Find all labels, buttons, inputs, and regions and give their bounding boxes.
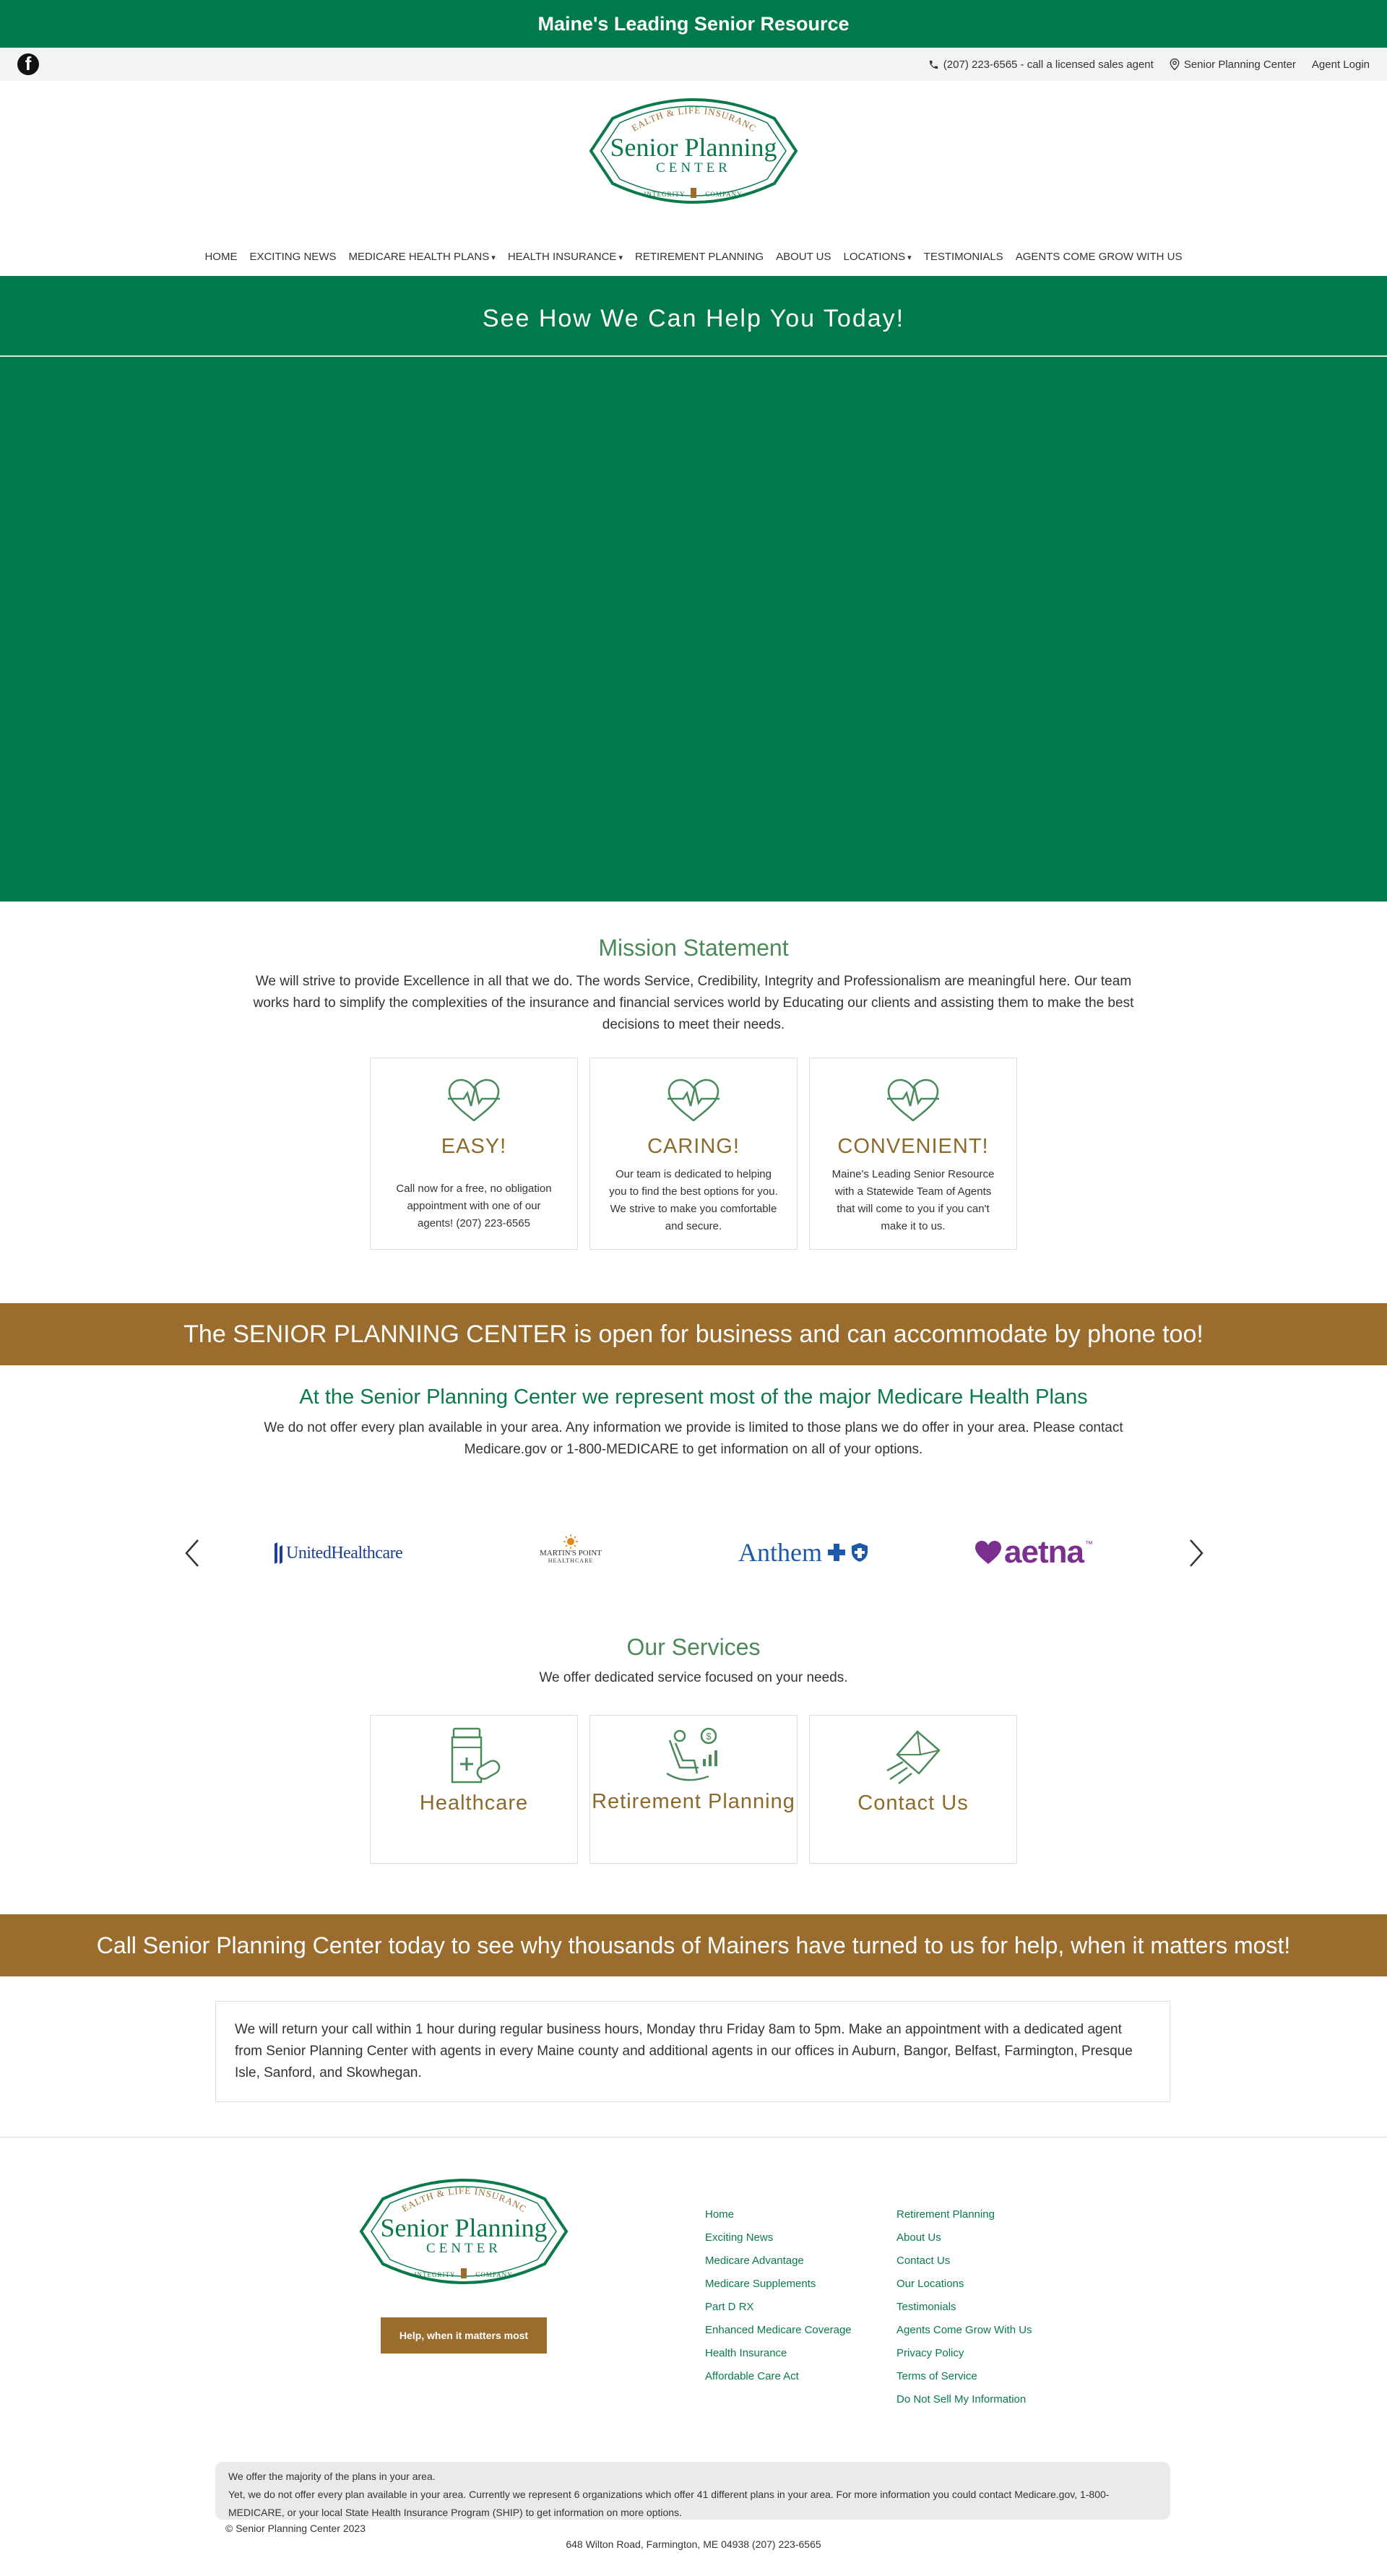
footer-logo[interactable] [354,2170,574,2293]
footer-link-enhanced-medicare[interactable]: Enhanced Medicare Coverage [705,2324,852,2336]
carousel-prev-icon[interactable] [181,1539,207,1568]
heart-pulse-icon [445,1077,503,1123]
carrier-trademark-aetna: ™ [1084,1540,1093,1549]
mission-title: Mission Statement [598,935,789,961]
nav-agents-come-grow[interactable]: AGENTS COME GROW WITH US [1015,250,1183,263]
nav-retirement-planning[interactable]: RETIREMENT PLANNING [635,250,764,263]
footer-logo-arc-text: EALTH & LIFE INSURANC [399,2184,529,2215]
heart-pulse-icon [884,1077,942,1123]
value-card-easy [370,1058,578,1250]
open-for-business-text: The SENIOR PLANNING CENTER is open for business and can accommodate by phone too! [183,1320,1204,1348]
map-pin-icon [1170,59,1180,70]
value-card-caring [589,1058,798,1250]
service-card-retirement[interactable] [589,1715,798,1864]
footer-logo-bottom-right: COMPANY [475,2271,513,2278]
hero-title: See How We Can Help You Today! [482,305,905,332]
footer-link-medicare-supplements[interactable]: Medicare Supplements [705,2278,816,2290]
footer-link-medicare-advantage[interactable]: Medicare Advantage [705,2255,804,2267]
callback-info-box [215,2001,1170,2102]
top-banner-text: Maine's Leading Senior Resource [537,12,850,35]
location-text: Senior Planning Center [1183,58,1296,71]
services-subtitle: We offer dedicated service focused on your needs. [539,1670,848,1685]
nav-exciting-news[interactable]: EXCITING NEWS [249,250,337,263]
value-card-easy-text: Call now for a free, no obligation appointment with one of our agents! (207) 223-6565 [396,1183,552,1229]
logo-arc-text: EALTH & LIFE INSURANC [629,104,759,134]
nav-medicare-health-plans[interactable]: MEDICARE HEALTH PLANS ▾ [348,251,495,263]
hero-divider [0,355,1387,357]
heart-icon [974,1539,1003,1565]
footer-link-our-locations[interactable]: Our Locations [896,2278,964,2290]
sun-icon [563,1534,578,1549]
footer-address: 648 Wilton Road, Farmington, ME 04938 (207) 223-6565 [566,2538,821,2550]
envelope-icon [883,1726,943,1786]
footer-link-retirement-planning[interactable]: Retirement Planning [896,2208,995,2221]
phone-text: (207) 223-6565 - call a licensed sales agent [943,58,1154,71]
blue-shield-icon [851,1542,868,1563]
footer-logo-name-line2: CENTER [426,2241,501,2256]
plans-title: At the Senior Planning Center we represent most of the major Medicare Health Plans [299,1386,1088,1409]
mission-text: We will strive to provide Excellence in all that we do. The words Service, Credibility, Integrity and Professionalism are meaningful here. Our team works hard to simplify the complexities of the insurance and financial services world by Educating our clients and assisting them to make the best decisions to meet their needs. [253,974,1134,1032]
service-card-contact-title: Contact Us [857,1791,969,1815]
footer-divider [0,2137,1387,2138]
logo-bottom-left: INTEGRITY [644,191,686,198]
footer-link-affordable-care-act[interactable]: Affordable Care Act [705,2370,799,2382]
help-button[interactable]: Help, when it matters most [381,2317,547,2354]
carrier-logo-unitedhealthcare [273,1537,418,1569]
footer-logo-name-line1: Senior Planning [380,2213,548,2242]
nav-about-us[interactable]: ABOUT US [776,250,831,263]
footer-logo-graphic [354,2170,574,2293]
value-card-convenient-title: CONVENIENT! [837,1135,989,1158]
nav-testimonials[interactable]: TESTIMONIALS [923,250,1003,263]
footer-link-contact-us[interactable]: Contact Us [896,2255,951,2267]
open-for-business-banner [0,1303,1387,1365]
footer-logo-bottom-left: INTEGRITY [414,2271,456,2278]
call-today-text: Call Senior Planning Center today to see why thousands of Mainers have turned to us for help, when it matters most! [96,1932,1291,1958]
footer-links-col1 [705,2207,852,2384]
phone-link[interactable] [928,59,1154,71]
service-card-healthcare[interactable] [370,1715,578,1864]
service-card-healthcare-title: Healthcare [419,1791,529,1815]
carrier-carousel [173,1524,1214,1582]
service-card-contact[interactable] [809,1715,1017,1864]
value-card-caring-text: Our team is dedicated to helping you to find the best options for you. We strive to make you comfortable and secure. [609,1168,778,1232]
facebook-icon[interactable]: f [17,53,39,75]
carrier-logo-aetna [974,1534,1125,1570]
carrier-name-uhc: UnitedHealthcare [286,1543,403,1563]
value-card-convenient-text: Maine's Leading Senior Resource with a Statewide Team of Agents that will come to you if you can't make it to us. [831,1168,995,1232]
call-today-banner [0,1914,1387,1976]
footer-link-testimonials[interactable]: Testimonials [896,2301,956,2313]
location-link[interactable] [1170,59,1296,71]
carrier-name-anthem: Anthem [738,1538,822,1567]
value-card-caring-title: CARING! [647,1135,740,1158]
utility-bar [0,48,1387,81]
footer-link-health-insurance[interactable]: Health Insurance [705,2347,787,2359]
main-nav [0,246,1387,267]
disclaimer-line2: Yet, we do not offer every plan available in your area. Currently we represent 6 organizations which offer 41 different plans in your area. For more information you could contact Medicare.gov, 1-800-MEDICARE, or your local State Health Insurance Program (SHIP) to get information on more options. [228,2489,1110,2518]
nav-locations[interactable]: LOCATIONS ▾ [844,251,912,263]
value-card-easy-title: EASY! [441,1135,507,1158]
svg-text:$: $ [706,1731,712,1742]
footer-links-col2 [896,2207,1032,2407]
rocking-chair-icon [661,1726,726,1786]
callback-text: We will return your call within 1 hour during regular business hours, Monday thru Friday 8am to 5pm. Make an appointment with a dedicated agent from Senior Planning Center with agents in every Maine county and additional agents in our offices in Auburn, Bangor, Belfast, Farmington, Presque Isle, Sanford, and Skowhegan. [235,2022,1133,2080]
carousel-next-icon[interactable] [1182,1539,1208,1568]
logo-bottom-right: COMPANY [705,191,743,198]
footer-link-terms[interactable]: Terms of Service [896,2370,977,2382]
footer-link-home[interactable]: Home [705,2208,735,2221]
disclaimer-box [215,2462,1170,2520]
footer-link-agents[interactable]: Agents Come Grow With Us [896,2324,1032,2336]
medicine-bottle-icon [445,1726,503,1786]
carrier-logo-martins-point [527,1534,614,1575]
service-card-retirement-title: Retirement Planning [592,1790,795,1813]
agent-login-link[interactable]: Agent Login [1311,58,1370,71]
nav-home[interactable]: HOME [204,250,238,263]
disclaimer-line1: We offer the majority of the plans in your area. [228,2471,436,2482]
blue-cross-icon [826,1542,847,1563]
footer-link-part-d-rx[interactable]: Part D RX [705,2301,754,2313]
uhc-mark-icon [273,1541,286,1565]
logo-name-line1: Senior Planning [610,133,777,162]
footer-link-exciting-news[interactable]: Exciting News [705,2231,774,2244]
logo-name-line2: CENTER [656,160,731,176]
nav-health-insurance[interactable]: HEALTH INSURANCE ▾ [508,251,623,263]
top-banner [0,0,1387,48]
logo-graphic [584,90,803,212]
carrier-sub-martins-point: HEALTHCARE [548,1557,594,1564]
plans-text: We do not offer every plan available in your area. Any information we provide is limited to those plans we do offer in your area. Please contact Medicare.gov or 1-800-MEDICARE to get information on all of your options. [264,1420,1123,1457]
phone-icon [928,59,939,70]
footer-link-do-not-sell[interactable]: Do Not Sell My Information [896,2393,1027,2406]
carrier-name-martins-point: MARTIN'S POINT [540,1549,602,1557]
hero-section [0,276,1387,902]
carrier-name-aetna: aetna [1004,1534,1084,1570]
copyright: © Senior Planning Center 2023 [225,2523,366,2534]
footer-link-about-us[interactable]: About Us [896,2231,941,2244]
carrier-logo-anthem [738,1536,890,1569]
footer-link-privacy-policy[interactable]: Privacy Policy [896,2347,964,2359]
services-title: Our Services [626,1634,761,1660]
site-logo[interactable] [584,90,803,212]
heart-pulse-icon [665,1077,722,1123]
value-card-convenient [809,1058,1017,1250]
